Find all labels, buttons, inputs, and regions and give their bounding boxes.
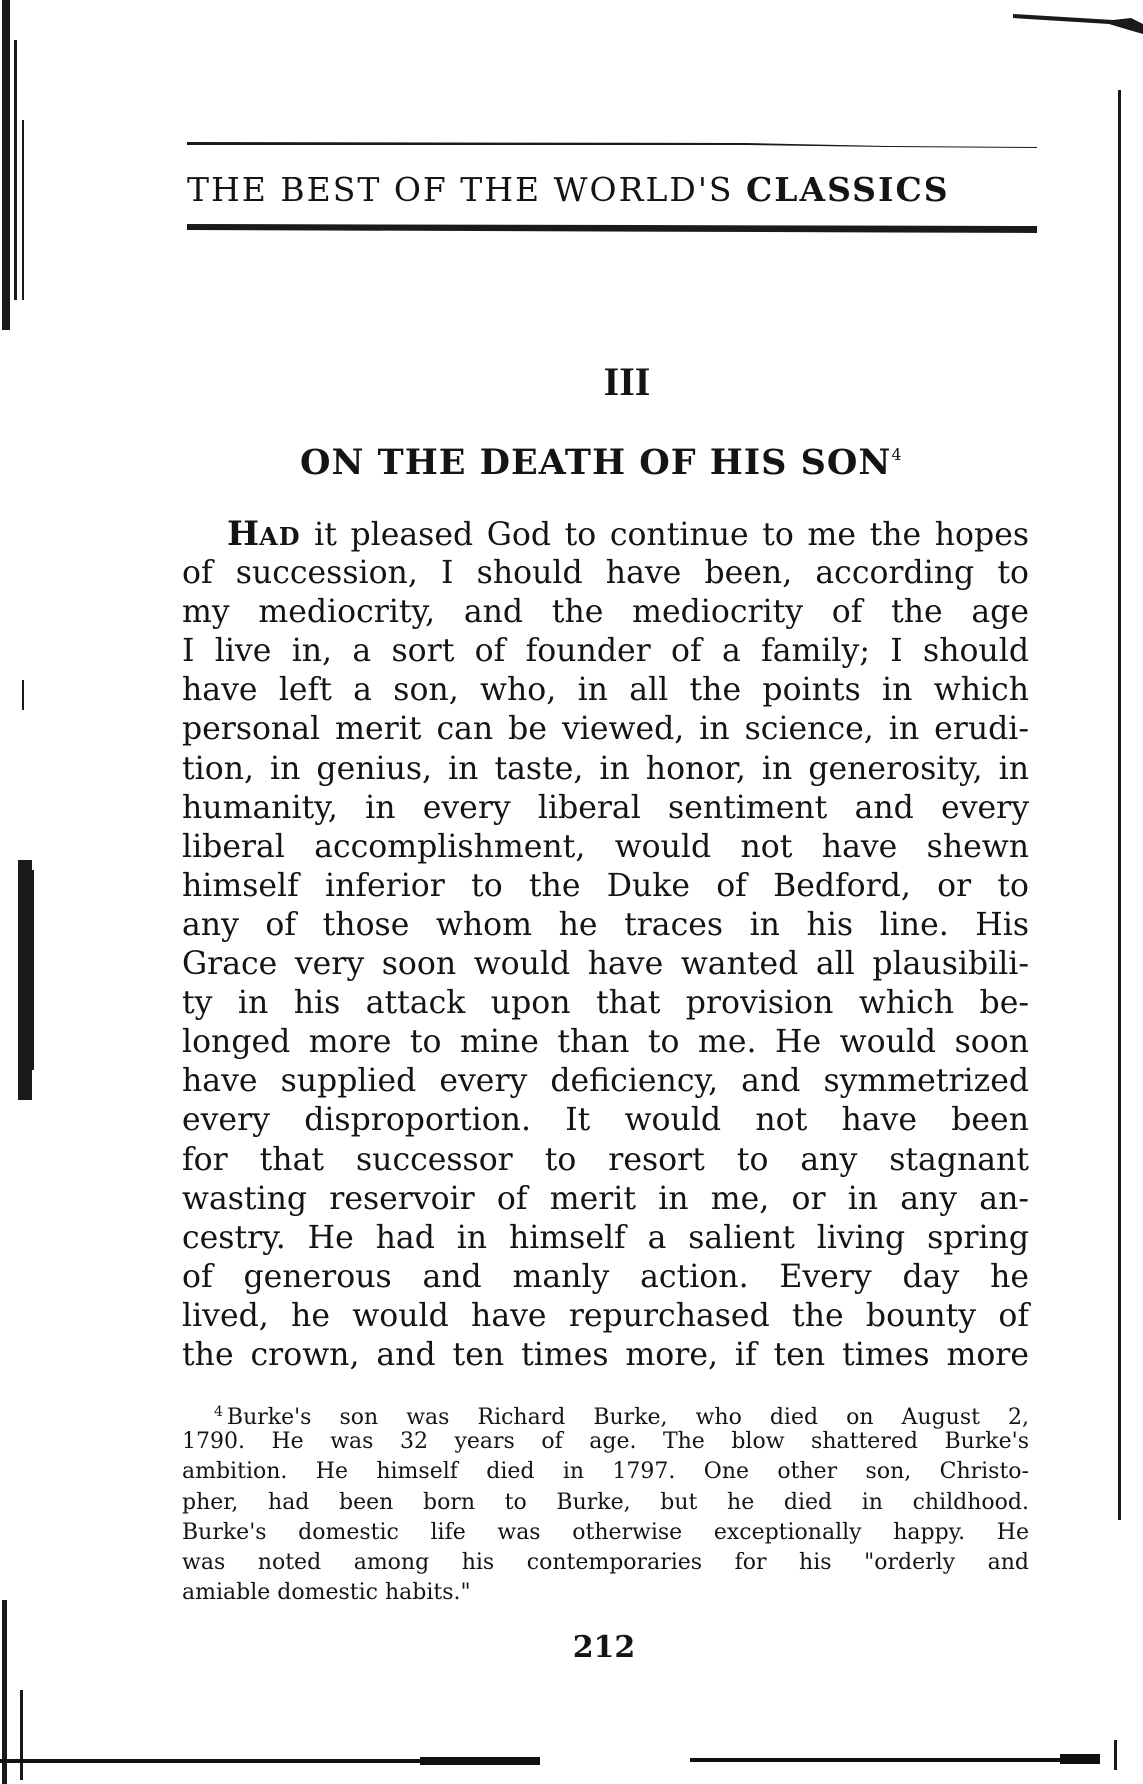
dropcap-rest: AD (259, 522, 301, 551)
body-line: have left a son, who, in all the points in which (182, 672, 1029, 709)
page-number: 212 (572, 1630, 636, 1665)
body-line: I live in, a sort of founder of a family; I should (182, 633, 1029, 670)
body-line: liberal accomplishment, would not have shewn (182, 828, 1029, 865)
scan-corner-mark (1013, 10, 1143, 36)
scan-edge-left (0, 0, 36, 1784)
body-line: the crown, and ten times more, if ten times more (182, 1336, 1029, 1373)
body-line: my mediocrity, and the mediocrity of the age (182, 594, 1029, 631)
running-head-text: THE BEST OF THE WORLD'S (187, 170, 734, 209)
body-line: humanity, in every liberal sentiment and every (182, 789, 1029, 826)
running-head-text-bold: CLASSICS (746, 170, 950, 209)
footnote-marker: 4 (214, 1404, 223, 1420)
scan-edge-right (1103, 0, 1143, 1784)
footnote-line-text: Burke's son was Richard Burke, who died on August 2, (226, 1405, 1029, 1430)
running-head-rule-bottom (187, 222, 1037, 234)
footnote-line: was noted among his contemporaries for his "orderly and (182, 1549, 1029, 1575)
body-line: tion, in genius, in taste, in honor, in generosity, in (182, 750, 1029, 787)
body-line: Grace very soon would have wanted all plausibili- (182, 946, 1029, 983)
scan-bottom-rule (0, 1754, 1143, 1768)
chapter-number: III (603, 359, 651, 404)
footnote (182, 1397, 1029, 1608)
body-line: longed more to mine than to me. He would soon (182, 1024, 1029, 1061)
footnote-line (182, 1397, 1029, 1430)
body-line: have supplied every deficiency, and symmetrized (182, 1063, 1029, 1100)
body-line: ty in his attack upon that provision which be- (182, 985, 1029, 1022)
running-head (187, 170, 1037, 210)
body-line-text: it pleased God to continue to me the hopes (300, 517, 1029, 553)
footnote-reference: 4 (891, 445, 903, 464)
body-line: any of those whom he traces in his line. His (182, 906, 1029, 943)
body-line: lived, he would have repurchased the bounty of (182, 1297, 1029, 1334)
footnote-line: pher, had been born to Burke, but he died in childhood. (182, 1489, 1029, 1515)
body-text (182, 515, 1029, 1375)
body-line: wasting reservoir of merit in me, or in any an- (182, 1180, 1029, 1217)
body-line: of succession, I should have been, according to (182, 555, 1029, 592)
footnote-line: amiable domestic habits." (182, 1580, 471, 1606)
body-line: personal merit can be viewed, in science, in erudi- (182, 711, 1029, 748)
footnote-line: 1790. He was 32 years of age. The blow shattered Burke's (182, 1429, 1029, 1455)
footnote-line: Burke's domestic life was otherwise exceptionally happy. He (182, 1519, 1029, 1545)
chapter-title-text: ON THE DEATH OF HIS SON (300, 442, 892, 483)
body-line (182, 515, 1029, 554)
body-line: for that successor to resort to any stagnant (182, 1141, 1029, 1178)
footnote-line: ambition. He himself died in 1797. One other son, Christo- (182, 1459, 1029, 1485)
body-line: cestry. He had in himself a salient living spring (182, 1219, 1029, 1256)
body-line: of generous and manly action. Every day he (182, 1258, 1029, 1295)
dropcap-first: H (227, 514, 260, 554)
running-head-rule-top (187, 140, 1037, 148)
body-line: himself inferior to the Duke of Bedford, or to (182, 867, 1029, 904)
chapter-title (300, 442, 960, 483)
body-line: every disproportion. It would not have been (182, 1102, 1029, 1139)
